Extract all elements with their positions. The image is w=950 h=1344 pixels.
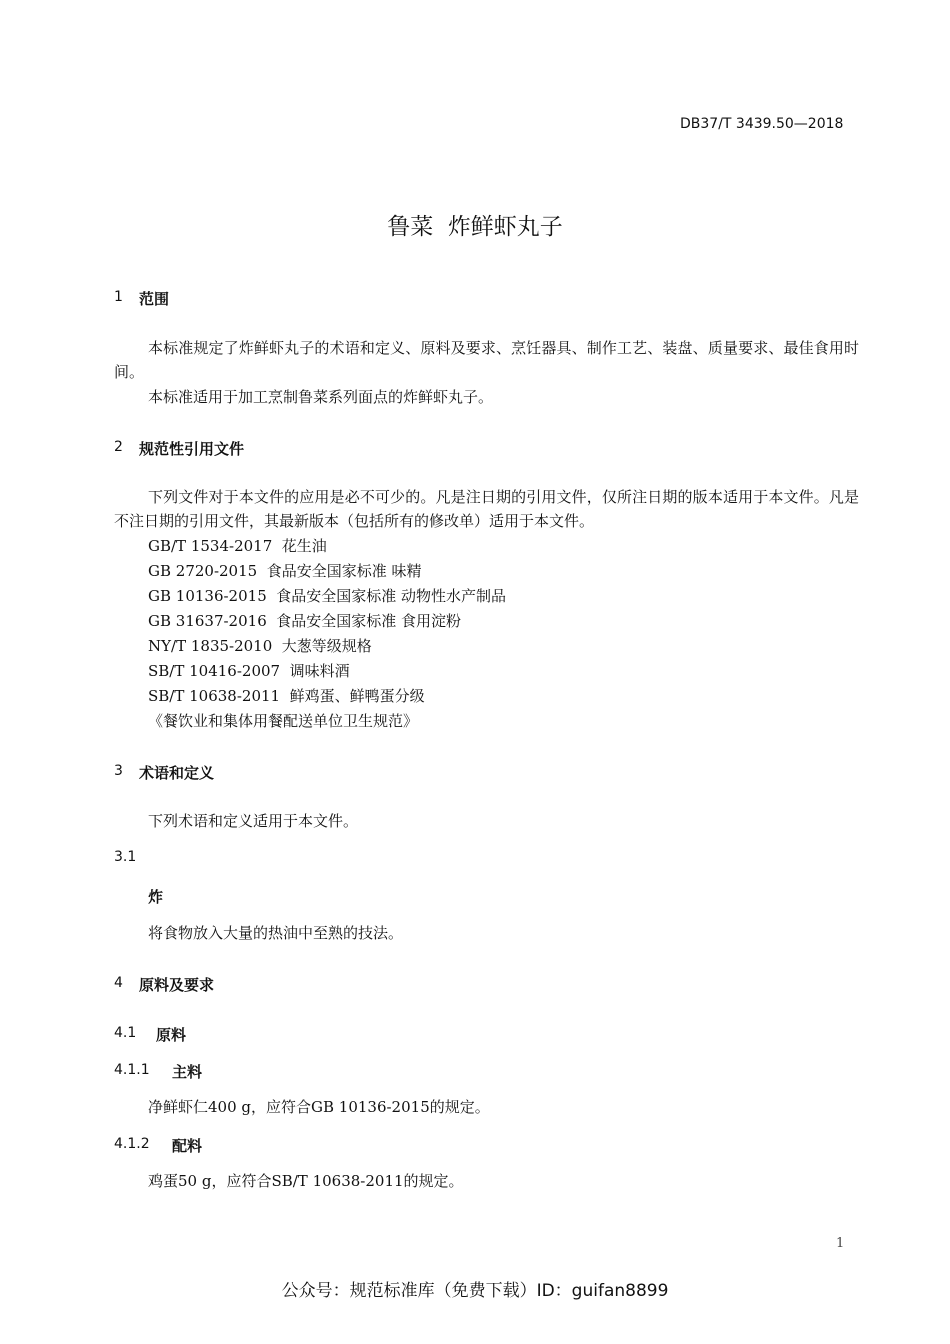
subsection-4-1-1-text: 净鲜虾仁400 g，应符合GB 10136-2015的规定。 [148, 1098, 490, 1116]
document-title: 鲁菜 炸鲜虾丸子 [387, 214, 563, 240]
reference-item: SB/T 10416-2007 调味料酒 [148, 662, 350, 680]
section-4-title: 原料及要求 [139, 976, 215, 994]
section-1-paragraph-1: 本标准规定了炸鲜虾丸子的术语和定义、原料及要求、烹饪器具、制作工艺、装盘、质量要求、最佳食用时间。 [114, 339, 859, 381]
subsection-4-1-title: 原料 [156, 1026, 187, 1044]
reference-item: GB 10136-2015 食品安全国家标准 动物性水产制品 [148, 587, 507, 605]
reference-item: NY/T 1835-2010 大葱等级规格 [148, 637, 372, 655]
section-2-number: 2 [114, 439, 123, 455]
section-3-title: 术语和定义 [139, 764, 215, 782]
reference-item: GB 31637-2016 食品安全国家标准 食用淀粉 [148, 612, 462, 630]
section-3-number: 3 [114, 763, 123, 779]
footer-watermark: 公众号：规范标准库（免费下载）ID：guifan8899 [281, 1281, 669, 1301]
section-1-paragraph-2: 本标准适用于加工烹制鲁菜系列面点的炸鲜虾丸子。 [148, 388, 494, 406]
term-name: 炸 [148, 888, 164, 906]
section-1-title: 范围 [139, 290, 170, 308]
reference-item: SB/T 10638-2011 鲜鸡蛋、鲜鸭蛋分级 [148, 687, 425, 705]
section-4-number: 4 [114, 975, 123, 991]
subsection-4-1-2-number: 4.1.2 [114, 1136, 150, 1152]
reference-item: GB/T 1534-2017 花生油 [148, 537, 327, 555]
section-2-title: 规范性引用文件 [139, 440, 245, 458]
term-number: 3.1 [114, 849, 137, 865]
term-definition: 将食物放入大量的热油中至熟的技法。 [148, 924, 404, 942]
page-number: 1 [836, 1236, 845, 1251]
standard-code: DB37/T 3439.50—2018 [680, 116, 844, 132]
section-3-paragraph-1: 下列术语和定义适用于本文件。 [148, 812, 359, 830]
section-2-paragraph-1: 下列文件对于本文件的应用是必不可少的。凡是注日期的引用文件，仅所注日期的版本适用于本文件。凡是不注日期的引用文件，其最新版本（包括所有的修改单）适用于本文件。 [114, 488, 859, 530]
subsection-4-1-1-title: 主料 [172, 1063, 203, 1081]
reference-item: 《餐饮业和集体用餐配送单位卫生规范》 [148, 712, 419, 730]
subsection-4-1-number: 4.1 [114, 1025, 137, 1041]
subsection-4-1-1-number: 4.1.1 [114, 1062, 150, 1078]
section-1-number: 1 [114, 289, 123, 305]
subsection-4-1-2-title: 配料 [172, 1137, 203, 1155]
subsection-4-1-2-text: 鸡蛋50 g，应符合SB/T 10638-2011的规定。 [148, 1172, 464, 1190]
reference-item: GB 2720-2015 食品安全国家标准 味精 [148, 562, 422, 580]
